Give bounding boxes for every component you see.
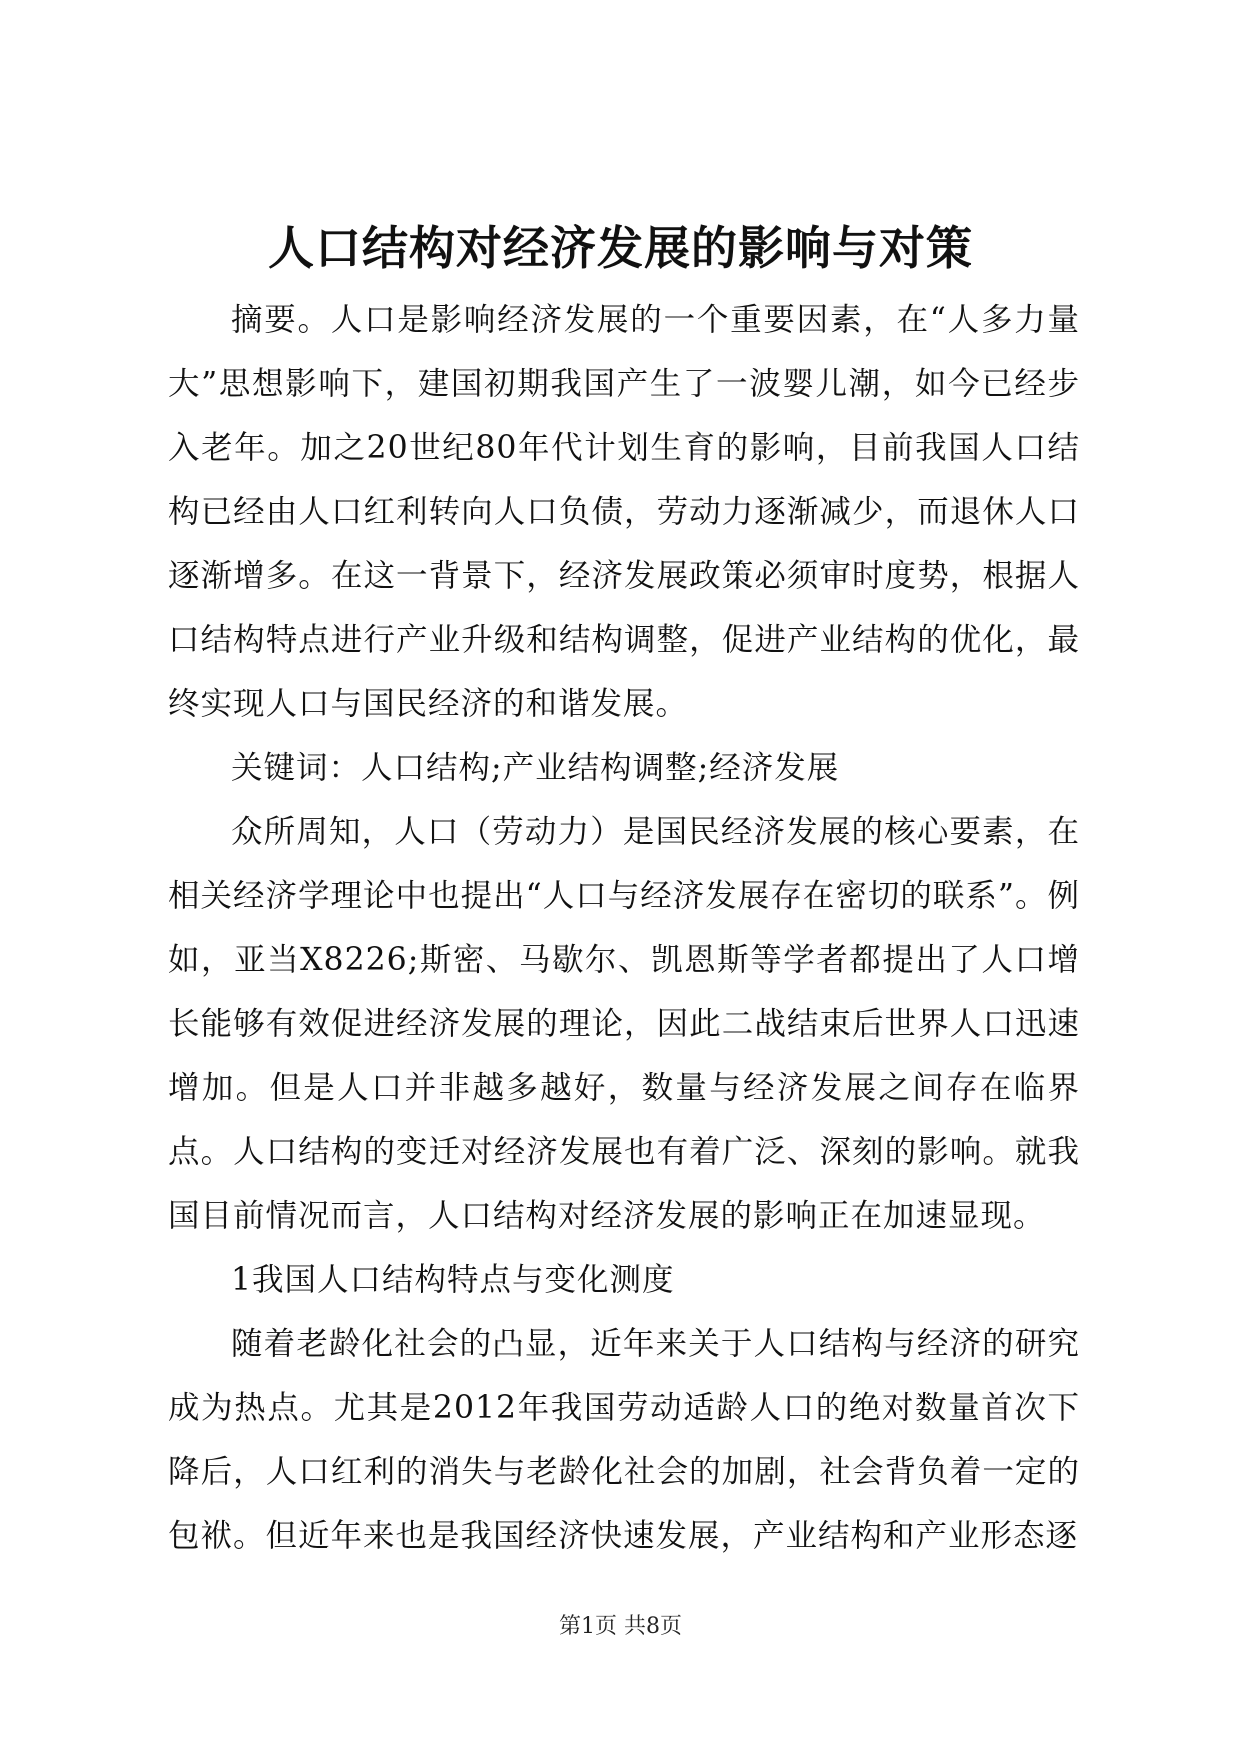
intro-paragraph: 众所周知，人口（劳动力）是国民经济发展的核心要素，在相关经济学理论中也提出“人口与经济发展存在密切的联系”。例如，亚当X8226;斯密、马歇尔、凯恩斯等学者都提出了人口增长能够有效促进经济发展的理论，因此二战结束后世界人口迅速增加。但是人口并非越多越好，数量与经济发展之间存在临界点。人口结构的变迁对经济发展也有着广泛、深刻的影响。就我国目前情况而言，人口结构对经济发展的影响正在加速显现。 [168,814,1080,1234]
document-title: 人口结构对经济发展的影响与对策 [268,221,973,275]
section-paragraph: 随着老龄化社会的凸显，近年来关于人口结构与经济的研究成为热点。尤其是2012年我国劳动适龄人口的绝对数量首次下降后，人口红利的消失与老龄化社会的加剧，社会背负着一定的包袱。但近年来也是我国经济快速发展，产业结构和产业形态逐 [168,1326,1080,1554]
page-number: 第1页 共8页 [559,1614,682,1639]
page-footer [0,1612,1241,1642]
document-body [168,288,1080,1568]
abstract-paragraph: 摘要。人口是影响经济发展的一个重要因素，在“人多力量大”思想影响下，建国初期我国产生了一波婴儿潮，如今已经步入老年。加之20世纪80年代计划生育的影响，目前我国人口结构已经由人口红利转向人口负债，劳动力逐渐减少，而退休人口逐渐增多。在这一背景下，经济发展政策必须审时度势，根据人口结构特点进行产业升级和结构调整，促进产业结构的优化，最终实现人口与国民经济的和谐发展。 [168,302,1080,722]
keywords-paragraph: 关键词：人口结构;产业结构调整;经济发展 [231,750,840,786]
section-heading: 1我国人口结构特点与变化测度 [231,1262,675,1298]
